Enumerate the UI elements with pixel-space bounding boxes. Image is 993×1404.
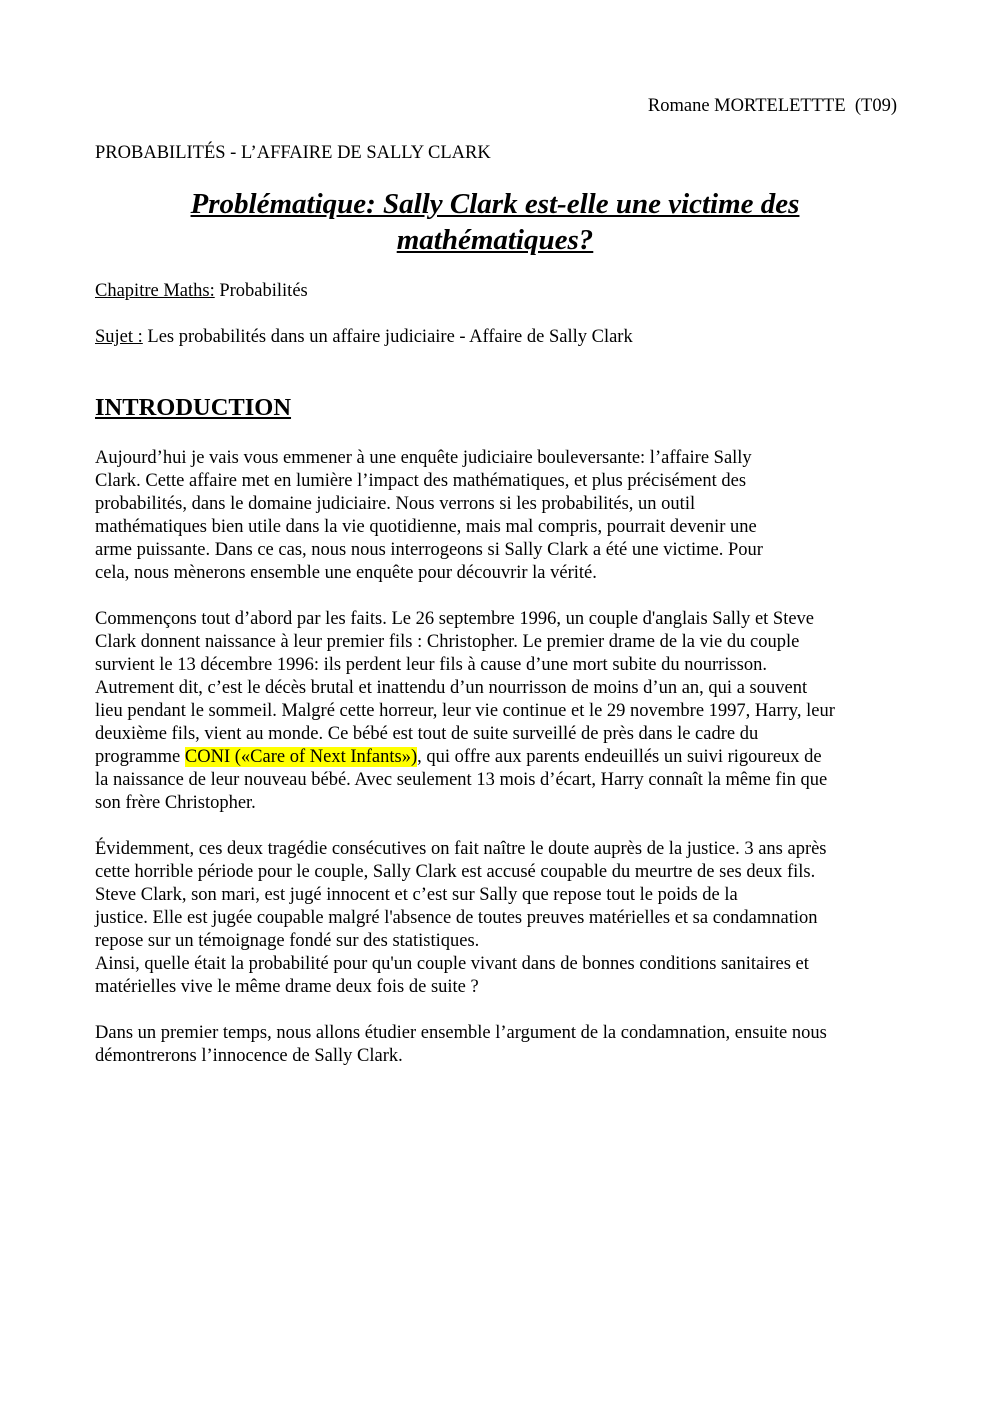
chapter-label: Chapitre Maths: bbox=[95, 281, 215, 301]
chapter-value: Probabilités bbox=[214, 281, 308, 301]
highlighted-text: CONI («Care of Next Infants») bbox=[184, 747, 418, 767]
paragraph-line: repose sur un témoignage fondé sur des statistiques. bbox=[95, 931, 480, 951]
paragraph-line: mathématiques bien utile dans la vie quotidienne, mais mal compris, pourrait devenir une bbox=[95, 517, 757, 537]
paragraph-line: lieu pendant le sommeil. Malgré cette horreur, leur vie continue et le 29 novembre 1997, Harry, leur bbox=[95, 701, 835, 721]
subject-value: Les probabilités dans un affaire judiciaire - Affaire de Sally Clark bbox=[142, 327, 633, 347]
paragraph-line: survient le 13 décembre 1996: ils perdent leur fils à cause d’une mort subite du nourrisson. bbox=[95, 655, 767, 675]
paragraph-line: Évidemment, ces deux tragédie consécutives on fait naître le doute auprès de la justice. 3 ans après bbox=[95, 839, 827, 859]
paragraph-line: Clark donnent naissance à leur premier fils : Christopher. Le premier drame de la vie du couple bbox=[95, 632, 800, 652]
document-header: PROBABILITÉS - L’AFFAIRE DE SALLY CLARK bbox=[95, 143, 491, 163]
paragraph-line: Aujourd’hui je vais vous emmener à une enquête judiciaire bouleversante: l’affaire Sally bbox=[95, 448, 752, 468]
paragraph-line-highlighted bbox=[95, 746, 905, 769]
paragraph-line: deuxième fils, vient au monde. Ce bébé est tout de suite surveillé de près dans le cadre du bbox=[95, 724, 759, 744]
paragraph-line: Steve Clark, son mari, est jugé innocent et c’est sur Sally que repose tout le poids de la bbox=[95, 885, 738, 905]
paragraph-line: Clark. Cette affaire met en lumière l’impact des mathématiques, et plus précisément des bbox=[95, 471, 747, 491]
title-line-2: mathématiques? bbox=[396, 224, 594, 256]
paragraph-line: cette horrible période pour le couple, Sally Clark est accusé coupable du meurtre de ses deux fils. bbox=[95, 862, 816, 882]
paragraph-line: Commençons tout d’abord par les faits. Le 26 septembre 1996, un couple d'anglais Sally et Steve bbox=[95, 609, 815, 629]
paragraph-line: son frère Christopher. bbox=[95, 793, 256, 813]
paragraph-line: Ainsi, quelle était la probabilité pour qu'un couple vivant dans de bonnes conditions sanitaires et bbox=[95, 954, 809, 974]
paragraph-line: Autrement dit, c’est le décès brutal et inattendu d’un nourrisson de moins d’un an, qui a souvent bbox=[95, 678, 808, 698]
paragraph-line: probabilités, dans le domaine judiciaire. Nous verrons si les probabilités, un outil bbox=[95, 494, 696, 514]
subject-label: Sujet : bbox=[95, 327, 143, 347]
chapter-line bbox=[95, 279, 308, 303]
author-line: Romane MORTELETTTE (T09) bbox=[647, 96, 897, 116]
paragraph-line: justice. Elle est jugée coupable malgré l'absence de toutes preuves matérielles et sa condamnation bbox=[95, 908, 818, 928]
paragraph-facts bbox=[95, 608, 905, 815]
page-title bbox=[95, 186, 895, 258]
paragraph-intro bbox=[95, 447, 905, 585]
paragraph-line: la naissance de leur nouveau bébé. Avec seulement 13 mois d’écart, Harry connaît la même fin que bbox=[95, 770, 828, 790]
paragraph-line: Dans un premier temps, nous allons étudier ensemble l’argument de la condamnation, ensuite nous bbox=[95, 1023, 827, 1043]
subject-line bbox=[95, 325, 633, 349]
paragraph-line: arme puissante. Dans ce cas, nous nous interrogeons si Sally Clark a été une victime. Pour bbox=[95, 540, 763, 560]
section-heading-introduction: INTRODUCTION bbox=[95, 394, 292, 421]
text-after-highlight: , qui offre aux parents endeuillés un suivi rigoureux de bbox=[417, 747, 822, 767]
paragraph-plan bbox=[95, 1022, 905, 1068]
paragraph-question bbox=[95, 838, 905, 999]
paragraph-line: matérielles vive le même drame deux fois de suite ? bbox=[95, 977, 479, 997]
paragraph-line: démontrerons l’innocence de Sally Clark. bbox=[95, 1046, 403, 1066]
paragraph-line: cela, nous mènerons ensemble une enquête pour découvrir la vérité. bbox=[95, 563, 597, 583]
title-line-1: Problématique: Sally Clark est-elle une victime des bbox=[190, 188, 800, 220]
text-before-highlight: programme bbox=[95, 747, 185, 767]
